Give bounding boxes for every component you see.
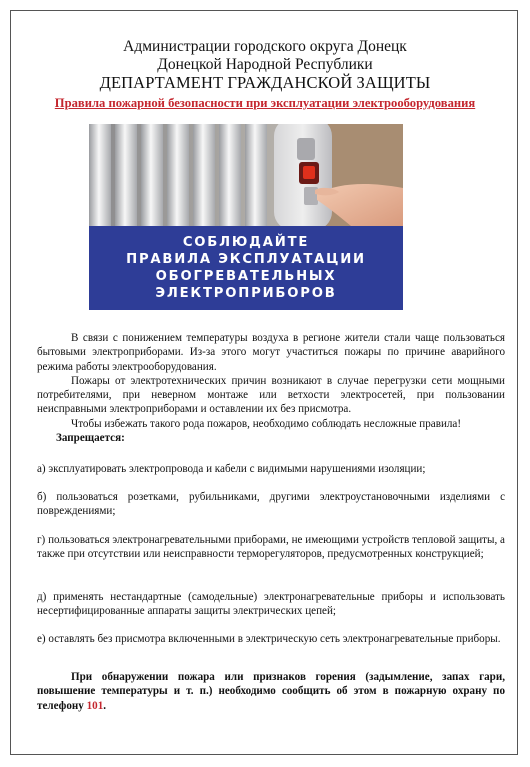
- document-subtitle: Правила пожарной безопасности при эксплуатации электрооборудования: [54, 96, 476, 110]
- banner-line-4: ЭЛЕКТРОПРИБОРОВ: [155, 286, 337, 301]
- final-notice: [37, 670, 505, 713]
- rule-g: г) пользоваться электронагревательными приборами, не имеющими устройств тепловой защиты, а также при отсутствии или неисправности терморегуляторов, предусмотренных конструкцией;: [37, 534, 505, 561]
- intro-paragraph-1: В связи с понижением температуры воздуха в регионе жители стали чаще пользоваться бытовыми электроприборами. Из-за этого могут участиться пожары по причине аварийного режима работы электрооборудования.: [37, 332, 505, 373]
- banner-line-3: ОБОГРЕВАТЕЛЬНЫХ: [155, 269, 337, 284]
- header-line-1: Администрации городского округа Донецк: [123, 38, 407, 55]
- rule-d: д) применять нестандартные (самодельные) электронагревательные приборы и использовать несертифицированные аппараты защиты электрических цепей;: [37, 591, 505, 618]
- rule-e: е) оставлять без присмотра включенными в электрическую сеть электронагревательные приборы.: [37, 633, 501, 645]
- final-end: .: [103, 699, 107, 712]
- safety-banner: [89, 226, 403, 310]
- header-department: ДЕПАРТАМЕНТ ГРАЖДАНСКОЙ ЗАЩИТЫ: [99, 73, 431, 92]
- banner-line-1: СОБЛЮДАЙТЕ: [182, 235, 310, 250]
- fire-phone-number: 101: [86, 699, 104, 712]
- intro-paragraph-2: Пожары от электротехнических причин возникают в случае перегрузки сети мощными потребителями, при неверном монтаже или ветхости электросетей, при пользовании неисправными электроприборами и оставлении их без присмотра.: [37, 374, 505, 416]
- rule-b: б) пользоваться розетками, рубильниками, другими электроустановочными изделиями с повреждениями;: [37, 491, 505, 518]
- banner-line-2: ПРАВИЛА ЭКСПЛУАТАЦИИ: [126, 252, 366, 267]
- intro-block: [37, 331, 505, 445]
- rule-a: а) эксплуатировать электропровода и кабели с видимыми нарушениями изоляции;: [37, 463, 426, 475]
- heater-illustration: [89, 124, 403, 226]
- forbidden-heading: Запрещается:: [56, 432, 125, 445]
- header-line-2: Донецкой Народной Республики: [157, 56, 373, 73]
- final-text: При обнаружении пожара или признаков горения (задымление, запах гари, повышение температуры и т. п.) необходимо сообщить об этом в пожарную охрану по телефону: [37, 671, 505, 712]
- heater-photo: [89, 124, 403, 310]
- intro-paragraph-3: Чтобы избежать такого рода пожаров, необходимо соблюдать несложные правила!: [71, 417, 462, 430]
